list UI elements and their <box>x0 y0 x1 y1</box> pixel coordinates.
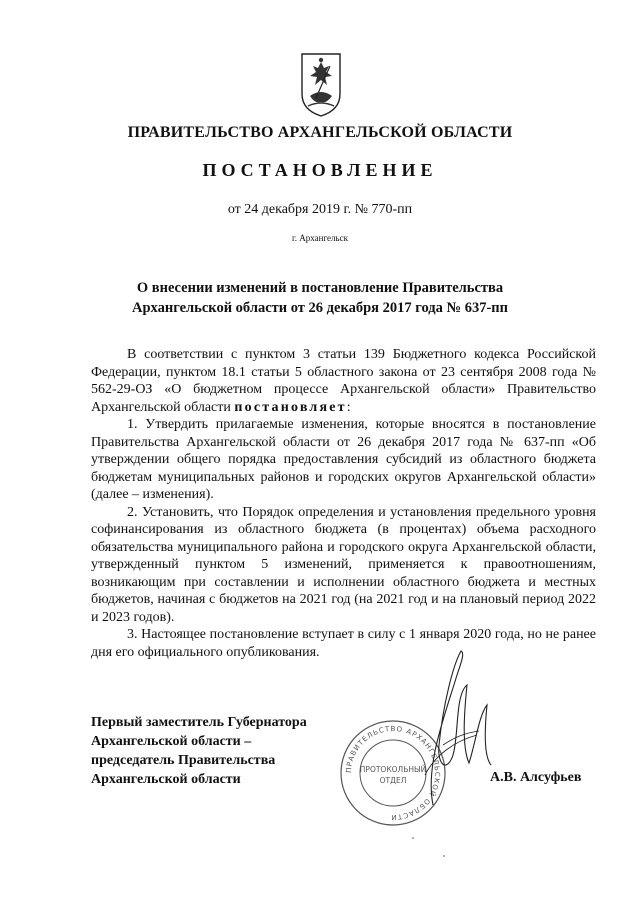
government-name: ПРАВИТЕЛЬСТВО АРХАНГЕЛЬСКОЙ ОБЛАСТИ <box>127 124 513 141</box>
preamble-paragraph <box>91 346 596 416</box>
signatory-title-line: председатель Правительства <box>91 753 276 768</box>
scan-speck <box>412 837 414 839</box>
stamp-center-text: ОТДЕЛ <box>379 776 407 785</box>
resolves-colon: : <box>346 399 351 415</box>
signatory-title-line: Первый заместитель Губернатора <box>91 715 307 730</box>
document-type: ПОСТАНОВЛЕНИЕ <box>202 160 438 180</box>
scan-speck <box>443 855 445 857</box>
handwritten-signature <box>395 645 505 815</box>
signatory-title <box>91 713 307 789</box>
signatory-name: А.В. Алсуфьев <box>490 770 582 785</box>
resolves-word: постановляет <box>234 399 347 415</box>
subject-line: Архангельской области от 26 декабря 2017 года № 637-пп <box>132 300 508 316</box>
item-paragraph: 3. Настоящее постановление вступает в силу с 1 января 2020 года, но не ранее дня его официального опубликования. <box>91 627 596 660</box>
signatory-title-line: Архангельской области – <box>91 734 252 749</box>
item-paragraph: 1. Утвердить прилагаемые изменения, которые вносятся в постановление Правительства Архангельской области от 26 декабря 2017 года № 637-пп «Об утверждении общего порядка предоставления субсидий из областного бюджета бюджетам муниципальных районов и городских округов Архангельской области» (далее – изменения). <box>91 417 596 502</box>
document-body <box>91 346 596 661</box>
document-subject <box>80 278 560 318</box>
subject-line: О внесении изменений в постановление Правительства <box>136 280 504 296</box>
document-date-number: от 24 декабря 2019 г. № 770-пп <box>227 202 413 217</box>
item-paragraph: 2. Установить, что Порядок определения и установления предельного уровня софинансирования из областного бюджета (в процентах) объема расходного обязательства муниципального района и городского округа Архангельской области, утвержденный пунктом 5 изменений, применяется к правоотношениям, возникающим при составлении и исполнении областного бюджета и местных бюджетов, начиная с бюджетов на 2021 год (на 2021 год и на плановый период 2022 и 2023 годов). <box>91 504 596 625</box>
stamp-center-text: ПРОТОКОЛЬНЫЙ <box>359 765 427 774</box>
signatory-title-line: Архангельской области <box>91 772 241 787</box>
preamble-text: В соответствии с пунктом 3 статьи 139 Бюджетного кодекса Российской Федерации, пунктом 18.1 статьи 5 областного закона от 23 сентября 2008 года № 562-29-ОЗ «О бюджетном процессе Архангельской области» Правительство Архангельской области <box>91 347 596 415</box>
document-city: г. Архангельск <box>292 233 348 243</box>
stamp-ring-text: ПРАВИТЕЛЬСТВО АРХАНГЕЛЬСКОЙ ОБЛАСТИ <box>344 724 442 822</box>
coat-of-arms-icon <box>300 52 342 118</box>
